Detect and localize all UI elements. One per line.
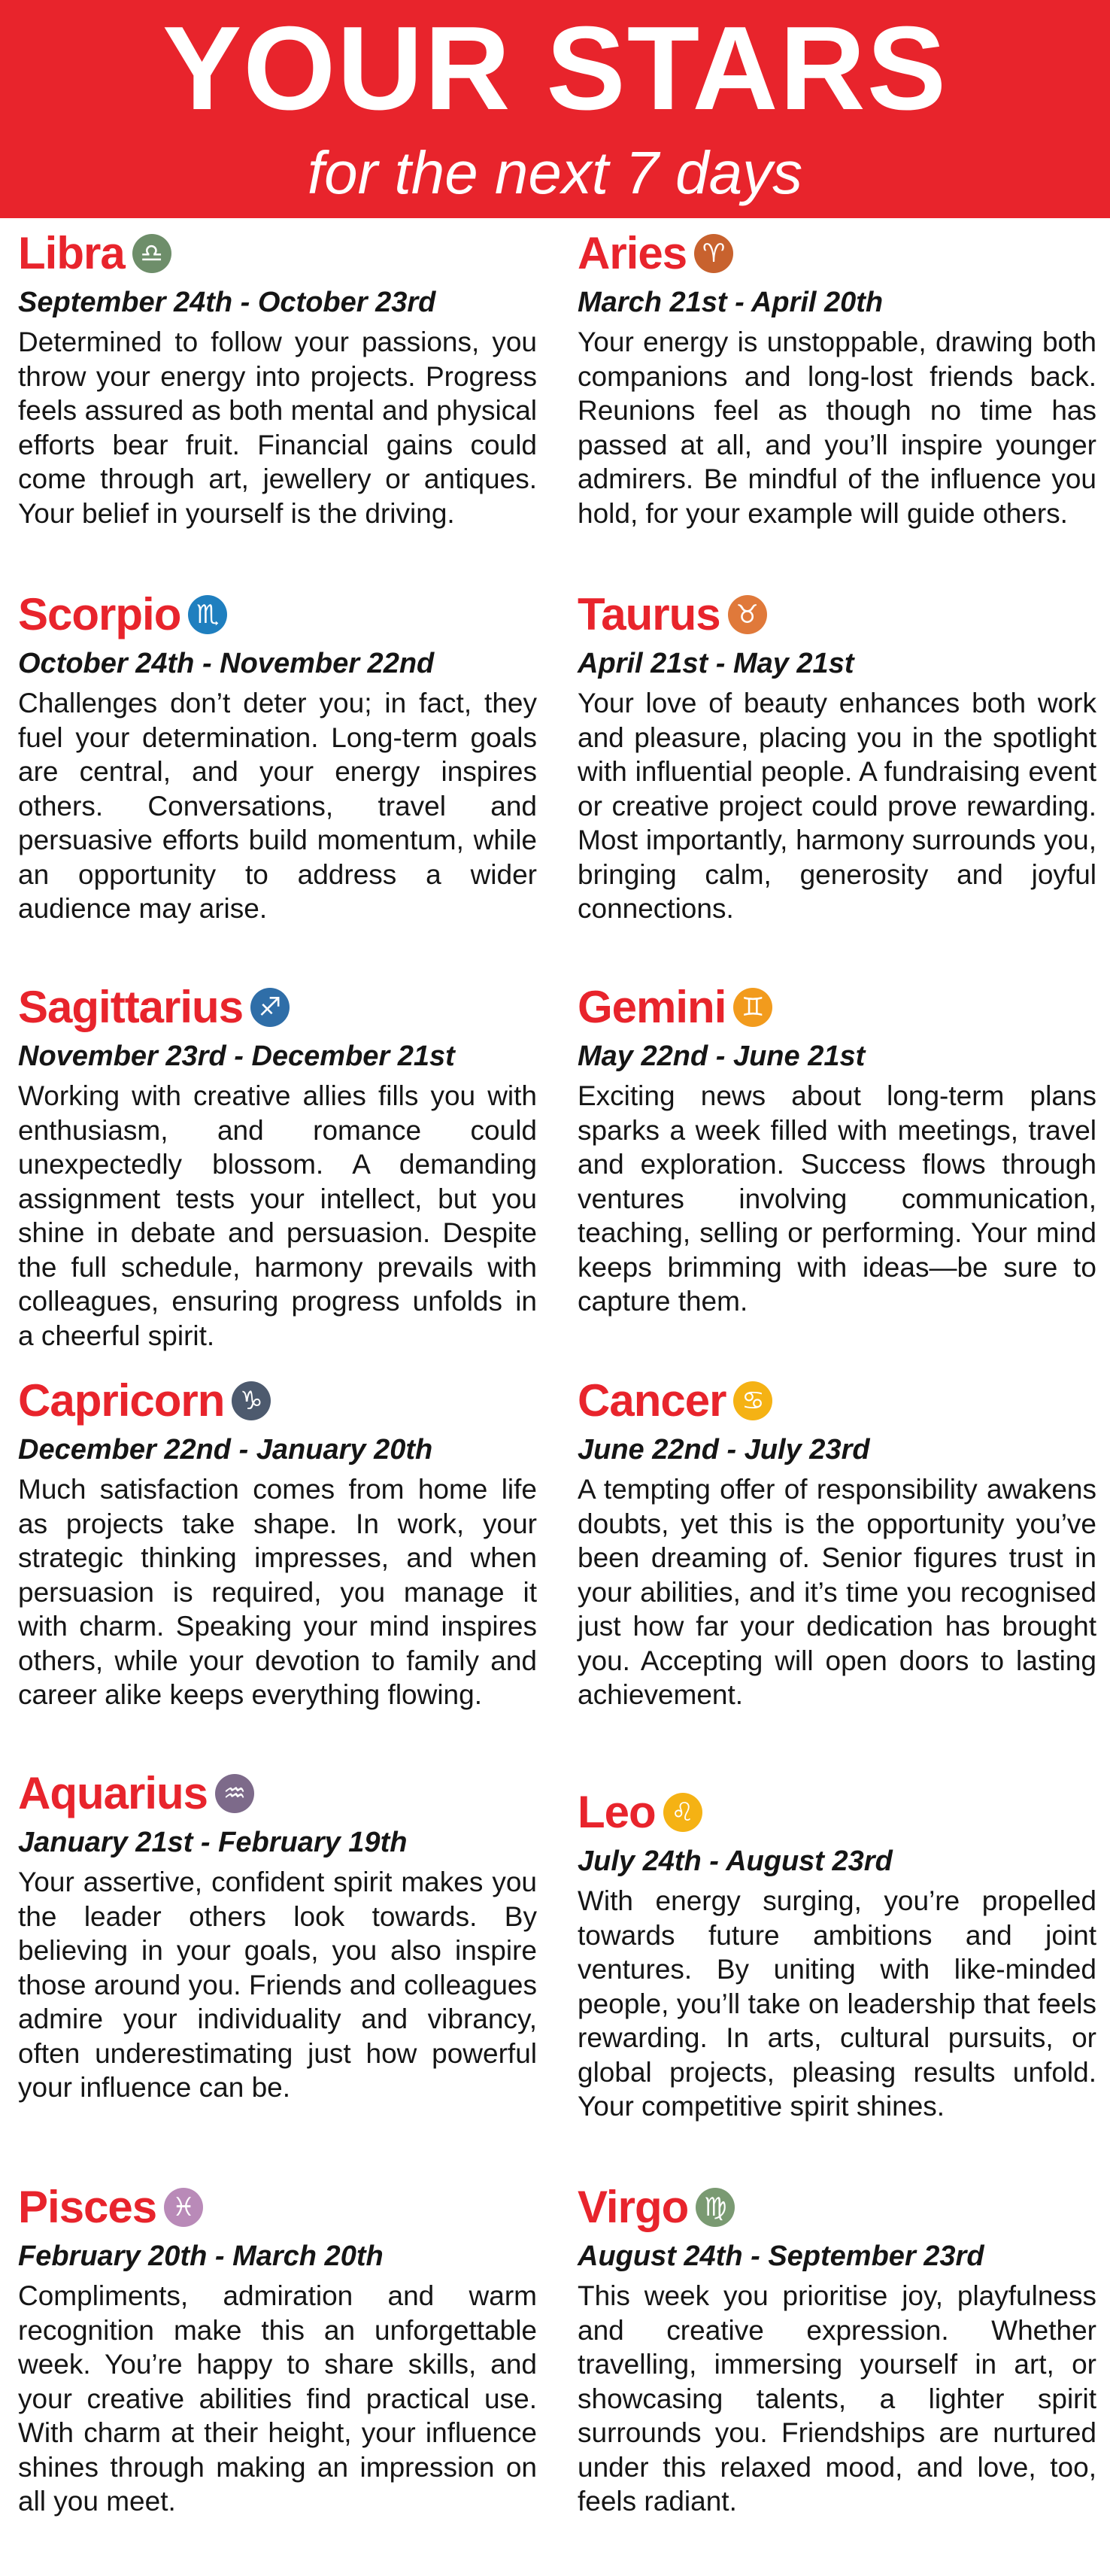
sign-name: Gemini [578, 982, 726, 1032]
sign-dates: August 24th - September 23rd [578, 2240, 984, 2272]
page-header [0, 0, 1110, 218]
sign-text: Your assertive, confident spirit makes you the leader others look towards. By believing in your goals, you also inspire those around you. Friends and colleagues admire your individuality and vibrancy, often underestimating just how powerful your influence can be. [18, 1867, 537, 2103]
sign-dates: January 21st - February 19th [18, 1827, 408, 1858]
sign-name: Aquarius [18, 1768, 208, 1818]
sign-text: Working with creative allies fills you with enthusiasm, and romance could unexpectedly blossom. A demanding assignment tests your intellect, but you shine in debate and persuasion. Despite the full schedule, harmony prevails with colleagues, ensuring progress unfolds in a cheerful spirit. [18, 1080, 537, 1351]
sign-text: Compliments, admiration and warm recognition make this an unforgettable week. You’re happy to share skills, and your creative abilities find practical use. With charm at their height, your influence shines through making an impression on all you meet. [18, 2280, 537, 2517]
sign-dates: April 21st - May 21st [578, 648, 854, 679]
sign-name: Sagittarius [18, 982, 244, 1032]
sign-text: With energy surging, you’re propelled towards future ambitions and joint ventures. By uniting with like-minded people, you’ll take on leadership that feels rewarding. In arts, cultural pursuits, or global projects, pleasing results unfold. Your competitive spirit shines. [578, 1885, 1096, 2122]
sign-dates: May 22nd - June 21st [578, 1040, 866, 1072]
sagittarius-icon: ♐ [250, 988, 290, 1027]
horoscope-aries [578, 224, 1096, 530]
sign-dates: November 23rd - December 21st [18, 1040, 455, 1072]
page-title: YOUR STARS [162, 2, 948, 135]
scorpio-icon: ♏ [188, 595, 227, 634]
horoscope-aquarius [18, 1764, 537, 2105]
taurus-icon: ♉ [728, 595, 767, 634]
sign-name: Cancer [578, 1375, 726, 1426]
sign-dates: February 20th - March 20th [18, 2240, 384, 2272]
sign-dates: March 21st - April 20th [578, 287, 884, 318]
horoscope-sagittarius [18, 978, 537, 1353]
sign-text: Your love of beauty enhances both work and pleasure, placing you in the spotlight with influential people. A fundraising event or creative project could prove rewarding. Most importantly, harmony surrounds you, bringing calm, generosity and joyful connections. [578, 688, 1096, 924]
horoscope-leo [578, 1783, 1096, 2124]
sign-name: Virgo [578, 2182, 689, 2232]
horoscope-capricorn [18, 1372, 537, 1712]
sign-name: Aries [578, 228, 687, 278]
sign-dates: September 24th - October 23rd [18, 287, 436, 318]
gemini-icon: ♊ [733, 988, 772, 1027]
virgo-icon: ♍ [696, 2188, 735, 2227]
sign-text: Your energy is unstoppable, drawing both companions and long-lost friends back. Reunions feel as though no time has passed at all, and you’ll inspire younger admirers. Be mindful of the influence you hold, for your example will guide others. [578, 327, 1096, 529]
sign-text: Exciting news about long-term plans sparks a week filled with meetings, travel and exploration. Success flows through ventures involving communication, teaching, selling or performing. Your mind keeps brimming with ideas—be sure to capture them. [578, 1080, 1096, 1317]
sign-dates: October 24th - November 22nd [18, 648, 435, 679]
capricorn-icon: ♑ [232, 1381, 271, 1420]
aries-icon: ♈ [694, 234, 733, 273]
aquarius-icon: ♒ [215, 1774, 254, 1813]
page-subtitle: for the next 7 days [307, 139, 803, 206]
sign-text: Challenges don’t deter you; in fact, they fuel your determination. Long-term goals are central, and your energy inspires others. Conversations, travel and persuasive efforts build momentum, while an opportunity to address a wider audience may arise. [18, 688, 537, 924]
horoscope-virgo [578, 2178, 1096, 2519]
horoscope-scorpio [18, 585, 537, 926]
sign-dates: June 22nd - July 23rd [578, 1434, 870, 1466]
sign-dates: December 22nd - January 20th [18, 1434, 433, 1466]
horoscope-cancer [578, 1372, 1096, 1712]
sign-text: A tempting offer of responsibility awakens doubts, yet this is the opportunity you’ve been dreaming of. Senior figures trust in your abilities, and it’s time you recognised just how far your dedication has brought you. Accepting will open doors to lasting achievement. [578, 1474, 1096, 1710]
horoscope-libra [18, 224, 537, 530]
sign-name: Leo [578, 1787, 656, 1837]
libra-icon: ♎ [132, 234, 171, 273]
sign-text: This week you prioritise joy, playfulness and creative expression. Whether travelling, immersing yourself in art, or showcasing talents, a lighter spirit surrounds you. Friendships are nurtured under this relaxed mood, and love, too, feels radiant. [578, 2280, 1096, 2517]
sign-name: Scorpio [18, 589, 181, 639]
sign-text: Much satisfaction comes from home life as projects take shape. In work, your strategic thinking impresses, and when persuasion is required, you manage it with charm. Speaking your mind inspires others, while your devotion to family and career alike keeps everything flowing. [18, 1474, 537, 1710]
horoscope-pisces [18, 2178, 537, 2519]
sign-name: Pisces [18, 2182, 157, 2232]
cancer-icon: ♋ [733, 1381, 772, 1420]
pisces-icon: ♓ [164, 2188, 203, 2227]
horoscope-taurus [578, 585, 1096, 926]
sign-text: Determined to follow your passions, you throw your energy into projects. Progress feels assured as both mental and physical efforts bear fruit. Financial gains could come through art, jewellery or antiques. Your belief in yourself is the driving. [18, 327, 537, 529]
sign-name: Taurus [578, 589, 720, 639]
horoscope-gemini [578, 978, 1096, 1319]
leo-icon: ♌ [663, 1793, 702, 1832]
sign-name: Capricorn [18, 1375, 225, 1426]
sign-name: Libra [18, 228, 125, 278]
sign-dates: July 24th - August 23rd [578, 1845, 893, 1877]
